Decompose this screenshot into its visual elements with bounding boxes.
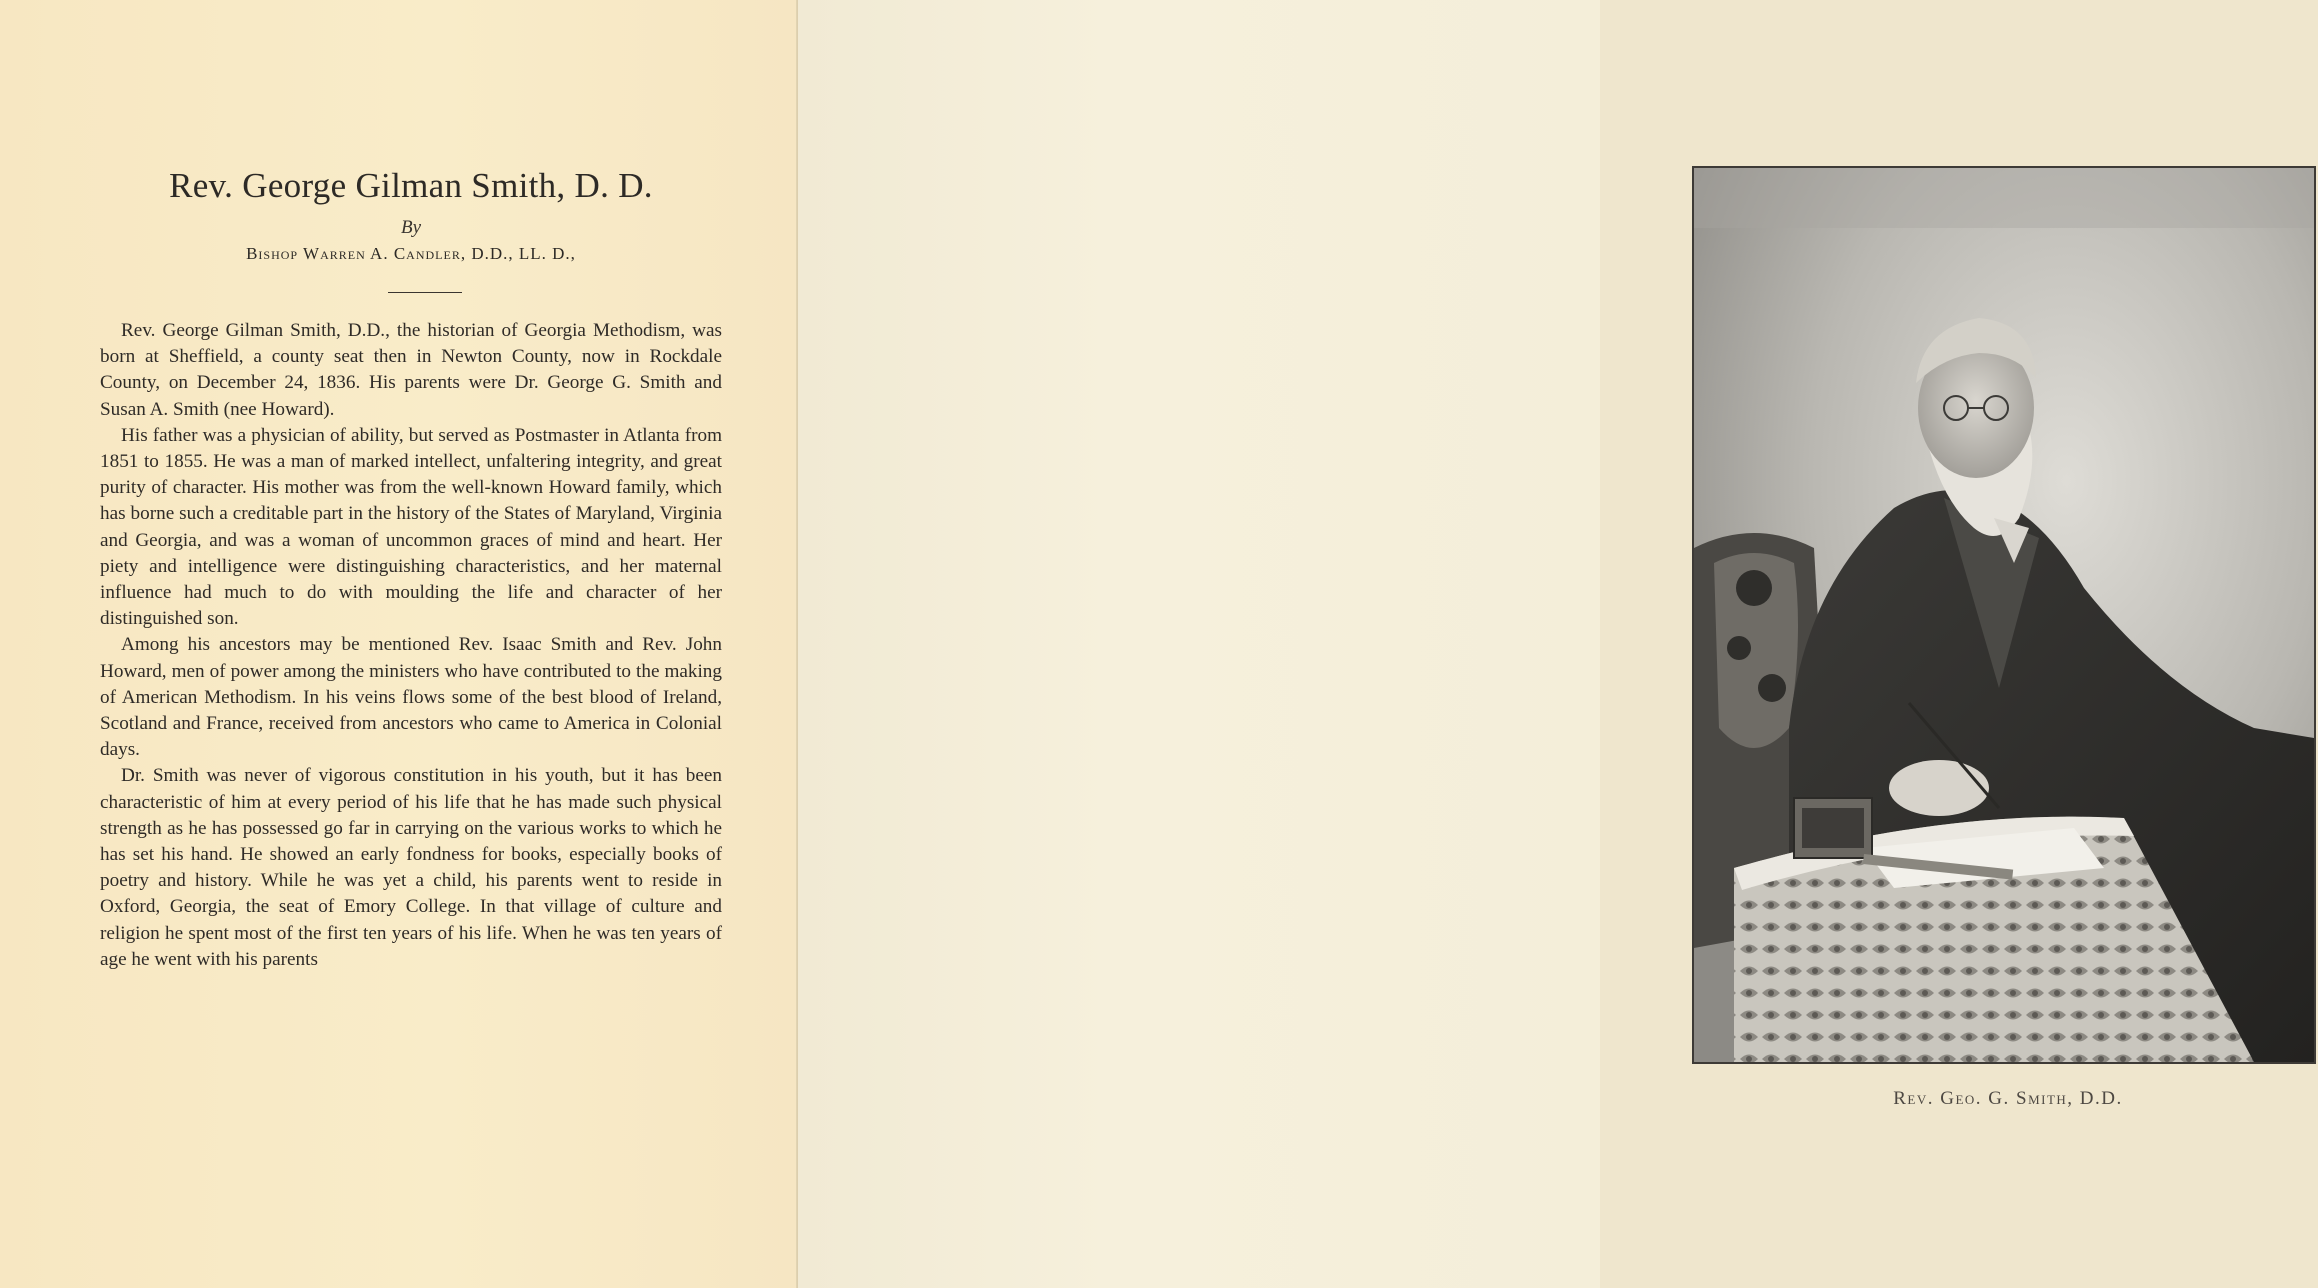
article-body <box>100 318 722 973</box>
author-line: Bishop Warren A. Candler, D.D., LL. D., <box>246 244 576 263</box>
article-title: Rev. George Gilman Smith, D. D. <box>169 166 653 205</box>
paragraph: Dr. Smith was never of vigorous constitution in his youth, but it has been characteristic of him at every period of his life that he has made such physical strength as he has possessed go far in carrying on the various works to which he has set his hand. He showed an early fondness for books, especially books of poetry and history. While he was yet a child, his parents went to reside in Oxford, Georgia, the seat of Emory College. In that village of culture and religion he spent most of the first ten years of his life. When he was ten years of age he went with his parents <box>100 765 722 970</box>
left-page <box>0 0 798 1288</box>
photo-caption: Rev. Geo. G. Smith, D.D. <box>1893 1088 2123 1109</box>
title-rule <box>388 292 462 293</box>
byline: By <box>400 217 422 238</box>
paragraph: Among his ancestors may be mentioned Rev. Isaac Smith and Rev. John Howard, men of power among the ministers who have contributed to the making of American Methodism. In his veins flows some of the best blood of Ireland, Scotland and France, received from ancestors who came to America in Colonial days. <box>100 634 722 761</box>
right-page <box>798 0 2123 1288</box>
paragraph: His father was a physician of ability, but served as Postmaster in Atlanta from 1851 to 1855. He was a man of marked intellect, unfaltering integrity, and great purity of character. His mother was from the well-known Howard family, which has borne such a creditable part in the history of the States of Maryland, Virginia and Georgia, and was a woman of uncommon graces of mind and heart. Her piety and intelligence were distinguishing characteristics, and her maternal influence had much to do with moulding the life and character of her distinguished son. <box>100 424 722 630</box>
portrait-photo <box>1692 166 2316 1064</box>
paragraph: Rev. George Gilman Smith, D.D., the historian of Georgia Methodism, was born at Sheffield, a county seat then in Newton County, now in Rockdale County, on December 24, 1836. His parents were Dr. George G. Smith and Susan A. Smith (nee Howard). <box>100 320 722 420</box>
